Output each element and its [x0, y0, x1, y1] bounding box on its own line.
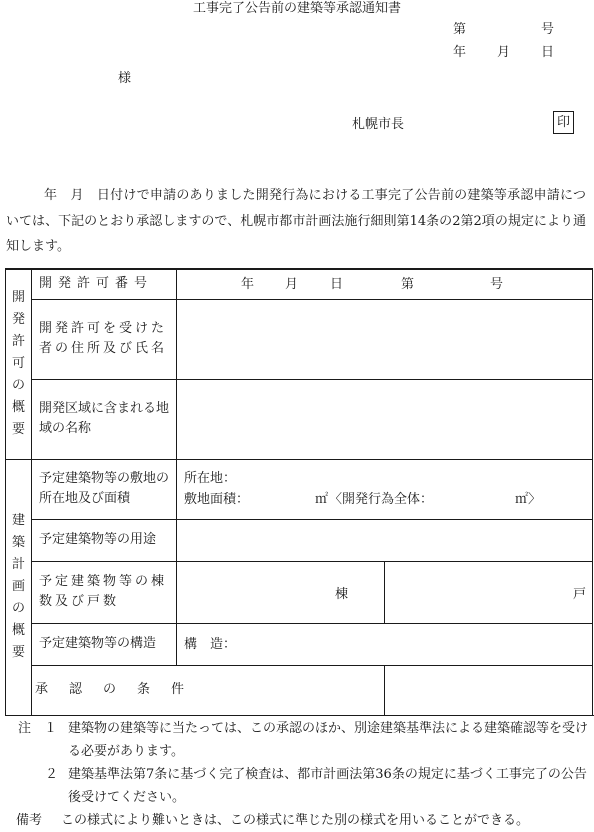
site-location: 所在地： — [184, 471, 237, 486]
structure-field[interactable]: 構 造： — [177, 623, 593, 665]
section-permit-header: 開 発 許 可 の 概 要 — [6, 269, 32, 459]
date-day: 日 — [541, 45, 555, 60]
notice-body: 年 月 日付けで申請のありました開発行為における工事完了公告前の建築等承認申請については、下記のとおり承認しますので、札幌市都市計画法施行細則第14条の2第2項の規定により通知します。 — [6, 188, 586, 254]
permittee-label: 開発許可を受けた者の住所及び氏名 — [32, 299, 177, 379]
permit-number-field[interactable]: 年 月 日 第 号 — [177, 269, 593, 299]
use-field[interactable] — [177, 519, 593, 561]
seal-mark: 印 — [553, 111, 574, 134]
note-2: ２ 建築基準法第7条に基づく完了検査は、都市計画法第36条の規定に基づく工事完了の公告後受けてください。 — [45, 767, 587, 805]
number-suffix: 号 — [541, 22, 555, 37]
date-month: 月 — [497, 45, 511, 60]
site-label: 予定建築物等の敷地の所在地及び面積 — [32, 459, 177, 519]
notes — [6, 717, 590, 832]
addressee-suffix: 様 — [118, 71, 132, 86]
conditions-label: 承認の条件 — [32, 665, 385, 715]
section-building-header: 建 築 計 画 の 概 要 — [6, 459, 32, 715]
remark: 備考 この様式により難いときは、この様式に準じた別の様式を用いることができる。 — [16, 813, 530, 828]
approval-table — [5, 268, 593, 716]
document-title: 工事完了公告前の建築等承認通知書 — [192, 1, 401, 16]
use-label: 予定建築物等の用途 — [32, 519, 177, 561]
site-field[interactable] — [177, 459, 593, 519]
units-field[interactable]: 戸 — [385, 561, 593, 623]
area-name-field[interactable] — [177, 379, 593, 459]
conditions-field[interactable] — [385, 665, 593, 715]
permittee-field[interactable] — [177, 299, 593, 379]
date-year: 年 — [453, 45, 467, 60]
permit-number-label: 開発許可番号 — [32, 269, 177, 299]
issuer-name: 札幌市長 — [352, 117, 405, 132]
structure-label: 予定建築物等の構造 — [32, 623, 177, 665]
note-1: 注 １ 建築物の建築等に当たっては、この承認のほか、別途建築基準法による建築確認等を受ける必要があります。 — [18, 721, 589, 759]
buildings-field[interactable]: 棟 — [177, 561, 385, 623]
number-prefix: 第 — [453, 22, 467, 37]
count-label: 予定建築物等の棟数及び戸数 — [32, 561, 177, 623]
site-area-row: 敷地面積： ㎡ 〈開発行為全体： ㎡〉 — [184, 492, 542, 507]
area-name-label: 開発区域に含まれる地域の名称 — [32, 379, 177, 459]
